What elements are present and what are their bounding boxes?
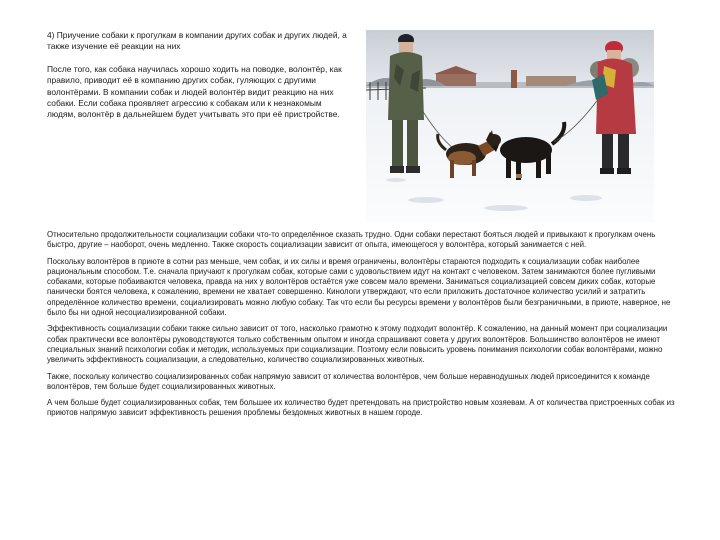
section-intro <box>47 30 347 121</box>
paragraph: А чем больше будет социализированных собак, тем большее их количество будет претендовать на пристройство новым хозяевам. А от количества пристроенных собак из приютов напрямую зависит эффективность решения проблемы бездомных животных в нашем городе. <box>47 398 675 418</box>
paragraph: Относительно продолжительности социализации собаки что-то определённое сказать трудно. Одни собаки перестают бояться людей и привыкают к прогулкам очень быстро, другие – наоборот, очень медленно. Также скорость социализации зависит от опыта, имеющегося у волонтёра, который занимается с ней. <box>47 230 656 250</box>
paragraph: Поскольку волонтёров в приюте в сотни раз меньше, чем собак, и их силы и время ограничены, волонтёры стараются подходить к социализации собак наиболее рациональным способом. Т.е. сначала приучают к прогулкам собак, которые сами с удовольствием идут на контакт с человеком. Затем занимаются более пугливыми собаками, которые побаиваются человека, правда на них у волонтёров остаётся уже совсем мало времени. Заниматься социализацией совсем диких собак, которые панически боятся человека, к сожалению, времени не хватает совершенно. Кинологи утверждают, что если приложить достаточное количество усилий и затратить определённое количество времени, социализировать можно любую собаку. Так что если бы ресурсы времени у волонтёров были безграничными, в приюте, наверное, не было бы ни одной несоциализированной собаки. <box>47 256 671 318</box>
body-text <box>47 230 679 425</box>
paragraph: Эффективность социализации собаки также сильно зависит от того, насколько грамотно к этому подходит волонтёр. К сожалению, на данный момент при социализации собак практически все волонтёры руководствуются только собственным опытом и иногда спрашивают совета у других волонтёров. Большинство волонтёров не имеют специальных знаний психологии собак и методик, используемых при социализации. Поэтому если повысить уровень понимания психологии собак волонтёрами, можно увеличить эффективность социализации, а следовательно, количество социализированных животных. <box>47 324 668 365</box>
intro-paragraph: После того, как собака научилась хорошо ходить на поводке, волонтёр, как правило, приводит её в компанию других собак, гуляющих с другими волонтёрами. В компании собак и людей волонтёр видит реакцию на них собаки. Если собака проявляет агрессию к собакам или к незнакомым людям, волонтёр в дальнейшем будет учитывать это при её пристройстве. <box>47 63 342 120</box>
section-heading: 4) Приучение собаки к прогулкам в компании других собак и других людей, а также изучение её реакции на них <box>47 30 347 52</box>
paragraph: Также, поскольку количество социализированных собак напрямую зависит от количества волонтёров, чем больше неравнодушных людей присоединится к команде волонтёров, тем больше будет социализированных животных. <box>47 371 650 391</box>
photo-volunteers-with-dogs-in-snow <box>366 30 654 222</box>
